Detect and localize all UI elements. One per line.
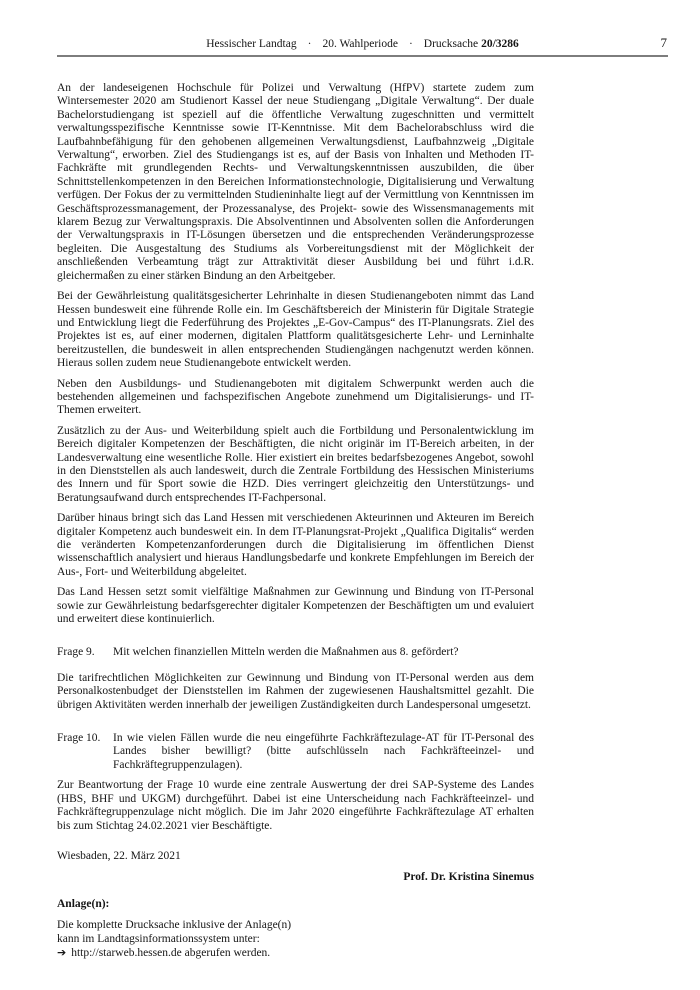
arrow-right-icon: ➔	[57, 945, 67, 959]
attachment-line-2: kann im Landtagsinformationssystem unter:	[57, 932, 260, 945]
body-paragraph-4: Zusätzlich zu der Aus- und Weiterbildung spielt auch die Fortbildung und Personalentwicklung im Bereich digitaler Kompetenzen der Beschäftigten, die nicht originär im IT-Bereich arbeiten, in der Landesverwaltung eine wesentliche Rolle. Hier existiert ein breites bedarfsbezogenes Angebot, sowohl in den Dienststellen als auch landesweit, durch die Zentrale Fortbildung des Hessischen Ministeriums des Innern und für Sport sowie die HZD. Dies verringert gleichzeitig den Unterstützungs- und Beratungsaufwand durch entsprechendes IT-Fachpersonal.	[57, 424, 534, 504]
question-9	[57, 646, 534, 659]
header-rule	[57, 55, 668, 57]
header-institution: Hessischer Landtag	[206, 38, 297, 50]
header-title	[57, 37, 668, 51]
question-10-text: In wie vielen Fällen wurde die neu eingeführte Fachkräftezulage-AT für IT-Personal des Landes bisher bewilligt? (bitte aufschlüsseln nach Fachkräfteeinzel- und Fachkräftegruppenzulagen).	[113, 732, 534, 771]
header-separator-dot: ·	[307, 38, 312, 50]
body-paragraph-1: An der landeseigenen Hochschule für Polizei und Verwaltung (HfPV) startete zudem zum Wintersemester 2020 am Studienort Kassel der neue Studiengang „Digitale Verwaltung“. Der duale Bachelorstudiengang ist speziell auf die öffentliche Verwaltung zugeschnitten und vermittelt verwaltungsspezifische Kenntnisse sowie IT-Kenntnisse. Mit dem Bachelorabschluss wird die Laufbahnbefähigung für den gehobenen allgemeinen Verwaltungsdienst, Laufbahnzweig „Digitale Verwaltung“, erworben. Ziel des Studiengangs ist es, auf der Basis von Inhalten und Methoden IT-Fachkräfte mit grundlegenden Rechts- und Verwaltungskenntnissen auszubilden, die über Schnittstellenkompetenzen in den Bereichen Informationstechnologie, Digitalisierung und Verwaltung verfügen. Der Fokus der zu vermittelnden Studieninhalte liegt auf der Vermittlung von Kenntnissen im Geschäftsprozessmanagement, der Prozessanalyse, des Projekt- sowie des Wissensmanagements mit klarem Bezug zur Verwaltungspraxis. Die Absolventinnen und Absolventen sollen die Anforderungen der Verwaltungspraxis in IT-Lösungen übersetzen und die entsprechenden Veränderungsprozesse begleiten. Die Ausgestaltung des Studiums als Vorbereitungsdienst mit der Möglichkeit der anschließenden Verbeamtung trägt zur Attraktivität dieser Ausbildung bei und führt i.d.R. gleichermaßen zu einer stärken Bindung an den Arbeitgeber.	[57, 82, 534, 282]
header-separator-dot: ·	[408, 38, 413, 50]
body-paragraph-6: Das Land Hessen setzt somit vielfältige Maßnahmen zur Gewinnung und Bindung von IT-Personal sowie zur Gewährleistung bedarfsgerechter digitaler Kompetenzen der Beschäftigten um und evaluiert und erweitert diese kontinuierlich.	[57, 586, 534, 626]
header-drucksache-label: Drucksache	[423, 38, 479, 50]
attachment-heading: Anlage(n):	[57, 897, 110, 910]
attachment-link-suffix: abgerufen werden.	[181, 946, 271, 959]
header-drucksache-number: 20/3286	[481, 38, 519, 50]
signature-name: Prof. Dr. Kristina Sinemus	[403, 871, 534, 884]
question-10	[57, 732, 534, 772]
attachment-line-1: Die komplette Drucksache inklusive der Anlage(n)	[57, 919, 292, 932]
body-paragraph-2: Bei der Gewährleistung qualitätsgesicherter Lehrinhalte in diesen Studienangeboten nimmt das Land Hessen bundesweit eine führende Rolle ein. Im Geschäftsbereich der Ministerin für Digitale Strategie und Entwicklung liegt die Federführung des Projektes „E-Gov-Campus“ des IT-Planungsrats. Ziel des Projektes ist es, auf einer modernen, digitalen Plattform qualitätsgesicherte Lehr- und Lerninhalte bereitzustellen, die bundesweit in allen entsprechenden Studiengängen nachgenutzt werden können. Hieraus sollen zudem neue Studienangebote entwickelt werden.	[57, 290, 534, 370]
question-9-text: Mit welchen finanziellen Mitteln werden die Maßnahmen aus 8. gefördert?	[113, 646, 459, 659]
question-10-label: Frage 10.	[57, 732, 101, 745]
header-wahlperiode: 20. Wahlperiode	[322, 38, 398, 50]
place-date: Wiesbaden, 22. März 2021	[57, 849, 181, 862]
body-paragraph-5: Darüber hinaus bringt sich das Land Hessen mit verschiedenen Akteurinnen und Akteuren im Bereich digitaler Kompetenz auch bundesweit ein. In dem IT-Planungsrat-Projekt „Qualifica Digitalis“ werden die veränderten Kompetenzanforderungen durch die Digitalisierung im öffentlichen Dienst wissenschaftlich analysiert und hieraus Handlungsbedarfe und konkrete Empfehlungen im Bereich der Aus-, Fort- und Weiterbildung abgeleitet.	[57, 512, 534, 578]
attachment-link-line	[57, 946, 534, 960]
document-body	[57, 82, 534, 960]
question-9-label: Frage 9.	[57, 646, 95, 659]
page-header	[57, 0, 668, 57]
page-number: 7	[660, 35, 667, 50]
body-paragraph-3: Neben den Ausbildungs- und Studienangeboten mit digitalem Schwerpunkt werden auch die bestehenden allgemeinen und fachspezifischen Angebote zunehmend um Digitalisierungs- und IT-Themen erweitert.	[57, 377, 534, 417]
answer-9: Die tarifrechtlichen Möglichkeiten zur Gewinnung und Bindung von IT-Personal werden aus dem Personalkostenbudget der Dienststellen im Rahmen der zugewiesenen Haushaltsmittel gezahlt. Die übrigen Aktivitäten werden innerhalb der jeweiligen Zuständigkeiten durch Landespersonal umgesetzt.	[57, 671, 534, 711]
starweb-link[interactable]: http://starweb.hessen.de	[71, 946, 182, 959]
answer-10: Zur Beantwortung der Frage 10 wurde eine zentrale Auswertung der drei SAP-Systeme des Landes (HBS, BHF und UKGM) durchgeführt. Dabei ist eine Unterscheidung nach Fachkräfteeinzel- und Fachkräftegruppenzulage nicht möglich. Die im Jahr 2020 eingeführte Fachkräftezulage AT erhalten bis zum Stichtag 24.02.2021 vier Beschäftigte.	[57, 779, 534, 832]
